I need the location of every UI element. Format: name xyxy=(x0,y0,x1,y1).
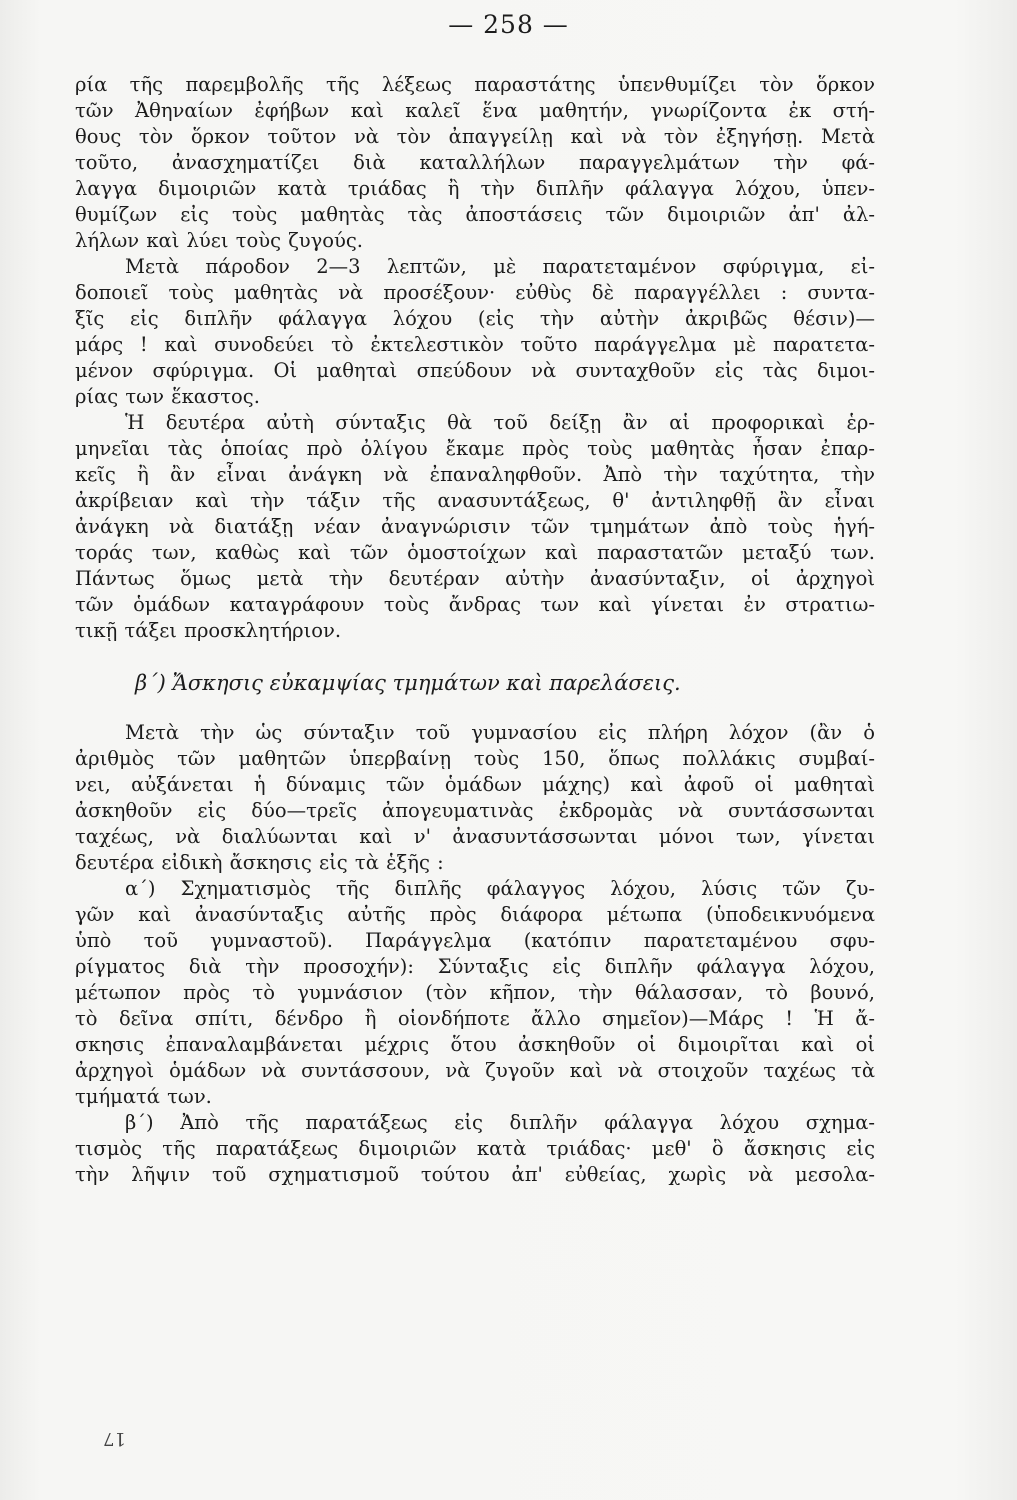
page-number: — 258 — xyxy=(448,10,569,39)
text-line: δευτέρα εἰδικὴ ἄσκησις εἰς τὰ ἑξῆς : xyxy=(75,851,444,874)
text-line: ἀρχηγοὶ ὁμάδων νὰ συντάσσουν, νὰ ζυγοῦν καὶ νὰ στοιχοῦν ταχέως τὰ xyxy=(75,1059,875,1082)
text-line: γῶν καὶ ἀνασύνταξις αὐτῆς πρὸς διάφορα μέτωπα (ὑποδεικνυόμενα xyxy=(75,903,875,926)
paragraph xyxy=(75,410,875,644)
text-line: ταχέως, νὰ διαλύωνται καὶ ν' ἀνασυντάσσωνται μόνοι των, γίνεται xyxy=(75,825,875,848)
text-line: ἀριθμὸς τῶν μαθητῶν ὑπερβαίνῃ τοὺς 150, ὅπως πολλάκις συμβαί- xyxy=(75,747,875,770)
text-line: μηνεῖαι τὰς ὁποίας πρὸ ὀλίγου ἔκαμε πρὸς τοὺς μαθητὰς ἦσαν ἐπαρ- xyxy=(75,437,875,460)
text-line: μέτωπον πρὸς τὸ γυμνάσιον (τὸν κῆπον, τὴν θάλασσαν, τὸ βουνό, xyxy=(75,981,875,1004)
text-line: μάρς ! καὶ συνοδεύει τὸ ἐκτελεστικὸν τοῦτο παράγγελμα μὲ παρατετα- xyxy=(75,333,875,356)
page-body xyxy=(75,72,875,1188)
paragraph xyxy=(75,72,875,254)
text-line: Μετὰ πάροδον 2—3 λεπτῶν, μὲ παρατεταμένον σφύριγμα, εἰ- xyxy=(125,255,875,278)
text-line: Μετὰ τὴν ὡς σύνταξιν τοῦ γυμνασίου εἰς πλήρη λόχον (ἂν ὁ xyxy=(125,721,875,744)
text-line: τὴν λῆψιν τοῦ σχηματισμοῦ τούτου ἀπ' εὐθείας, χωρὶς νὰ μεσολα- xyxy=(75,1163,875,1186)
text-line: ρίας των ἕκαστος. xyxy=(75,385,260,408)
text-line: δοποιεῖ τοὺς μαθητὰς νὰ προσέξουν· εὐθὺς δὲ παραγγέλλει : συντα- xyxy=(75,281,875,304)
text-line: ἀσκηθοῦν εἰς δύο—τρεῖς ἀπογευματινὰς ἐκδρομὰς νὰ συντάσσωνται xyxy=(75,799,875,822)
text-line: λήλων καὶ λύει τοὺς ζυγούς. xyxy=(75,229,364,252)
text-line: θους τὸν ὅρκον τοῦτον νὰ τὸν ἀπαγγείλῃ καὶ νὰ τὸν ἐξηγήσῃ. Μετὰ xyxy=(75,125,875,148)
text-line: νει, αὐξάνεται ἡ δύναμις τῶν ὁμάδων μάχης) καὶ ἀφοῦ οἱ μαθηταὶ xyxy=(75,773,875,796)
text-line: σκησις ἐπαναλαμβάνεται μέχρις ὅτου ἀσκηθοῦν οἱ διμοιρῖται καὶ οἱ xyxy=(75,1033,875,1056)
text-line: ξῖς εἰς διπλῆν φάλαγγα λόχου (εἰς τὴν αὐτὴν ἀκριβῶς θέσιν)— xyxy=(75,307,875,330)
text-line: τμήματά των. xyxy=(75,1085,212,1108)
text-line: β΄) Ἀπὸ τῆς παρατάξεως εἰς διπλῆν φάλαγγα λόχου σχημα- xyxy=(125,1111,875,1134)
paragraph xyxy=(75,876,875,1110)
text-line: τοράς των, καθὼς καὶ τῶν ὁμοστοίχων καὶ παραστατῶν μεταξύ των. xyxy=(75,541,875,564)
text-line: τοῦτο, ἀνασχηματίζει διὰ καταλλήλων παραγγελμάτων τὴν φά- xyxy=(75,151,875,174)
text-line: θυμίζων εἰς τοὺς μαθητὰς τὰς ἀποστάσεις τῶν διμοιριῶν ἀπ' ἀλ- xyxy=(75,203,875,226)
text-line: ἀνάγκη νὰ διατάξῃ νέαν ἀναγνώρισιν τῶν τμημάτων ἀπὸ τοὺς ἡγή- xyxy=(75,515,875,538)
printer-signature-mark: 17 xyxy=(103,1428,126,1449)
text-line: μένον σφύριγμα. Οἱ μαθηταὶ σπεύδουν νὰ συνταχθοῦν εἰς τὰς διμοι- xyxy=(75,359,875,382)
text-line: τικῇ τάξει προσκλητήριον. xyxy=(75,619,342,642)
text-line: λαγγα διμοιριῶν κατὰ τριάδας ἢ τὴν διπλῆν φάλαγγα λόχου, ὑπεν- xyxy=(75,177,875,200)
text-line: τισμὸς τῆς παρατάξεως διμοιριῶν κατὰ τριάδας· μεθ' ὃ ἄσκησις εἰς xyxy=(75,1137,875,1160)
text-line: τῶν Ἀθηναίων ἐφήβων καὶ καλεῖ ἕνα μαθητήν, γνωρίζοντα ἐκ στή- xyxy=(75,99,875,122)
text-line: Ἡ δευτέρα αὐτὴ σύνταξις θὰ τοῦ δείξῃ ἂν αἱ προφορικαὶ ἑρ- xyxy=(125,411,875,434)
section-heading: β΄) Ἄσκησις εὐκαμψίας τμημάτων καὶ παρελάσεις. xyxy=(135,671,681,695)
text-line: ρίγματος διὰ τὴν προσοχήν): Σύνταξις εἰς διπλῆν φάλαγγα λόχου, xyxy=(75,955,875,978)
text-line: ρία τῆς παρεμβολῆς τῆς λέξεως παραστάτης ὑπενθυμίζει τὸν ὅρκον xyxy=(75,73,875,96)
text-line: α΄) Σχηματισμὸς τῆς διπλῆς φάλαγγος λόχου, λύσις τῶν ζυ- xyxy=(125,877,875,900)
text-line: ὑπὸ τοῦ γυμναστοῦ). Παράγγελμα (κατόπιν παρατεταμένου σφυ- xyxy=(75,929,875,952)
text-line: ἀκρίβειαν καὶ τὴν τάξιν τῆς ανασυντάξεως, θ' ἀντιληφθῇ ἂν εἶναι xyxy=(75,489,875,512)
paragraph xyxy=(75,1110,875,1188)
text-line: τὸ δεῖνα σπίτι, δένδρο ἢ οἱονδήποτε ἄλλο σημεῖον)—Μάρς ! Ἡ ἄ- xyxy=(75,1007,875,1030)
text-line: κεῖς ἢ ἂν εἶναι ἀνάγκη νὰ ἐπαναληφθοῦν. Ἀπὸ τὴν ταχύτητα, τὴν xyxy=(75,463,875,486)
paragraph xyxy=(75,720,875,876)
paragraph xyxy=(75,254,875,410)
text-line: τῶν ὁμάδων καταγράφουν τοὺς ἄνδρας των καὶ γίνεται ἐν στρατιω- xyxy=(75,593,875,616)
text-line: Πάντως ὅμως μετὰ τὴν δευτέραν αὐτὴν ἀνασύνταξιν, οἱ ἀρχηγοὶ xyxy=(75,567,875,590)
